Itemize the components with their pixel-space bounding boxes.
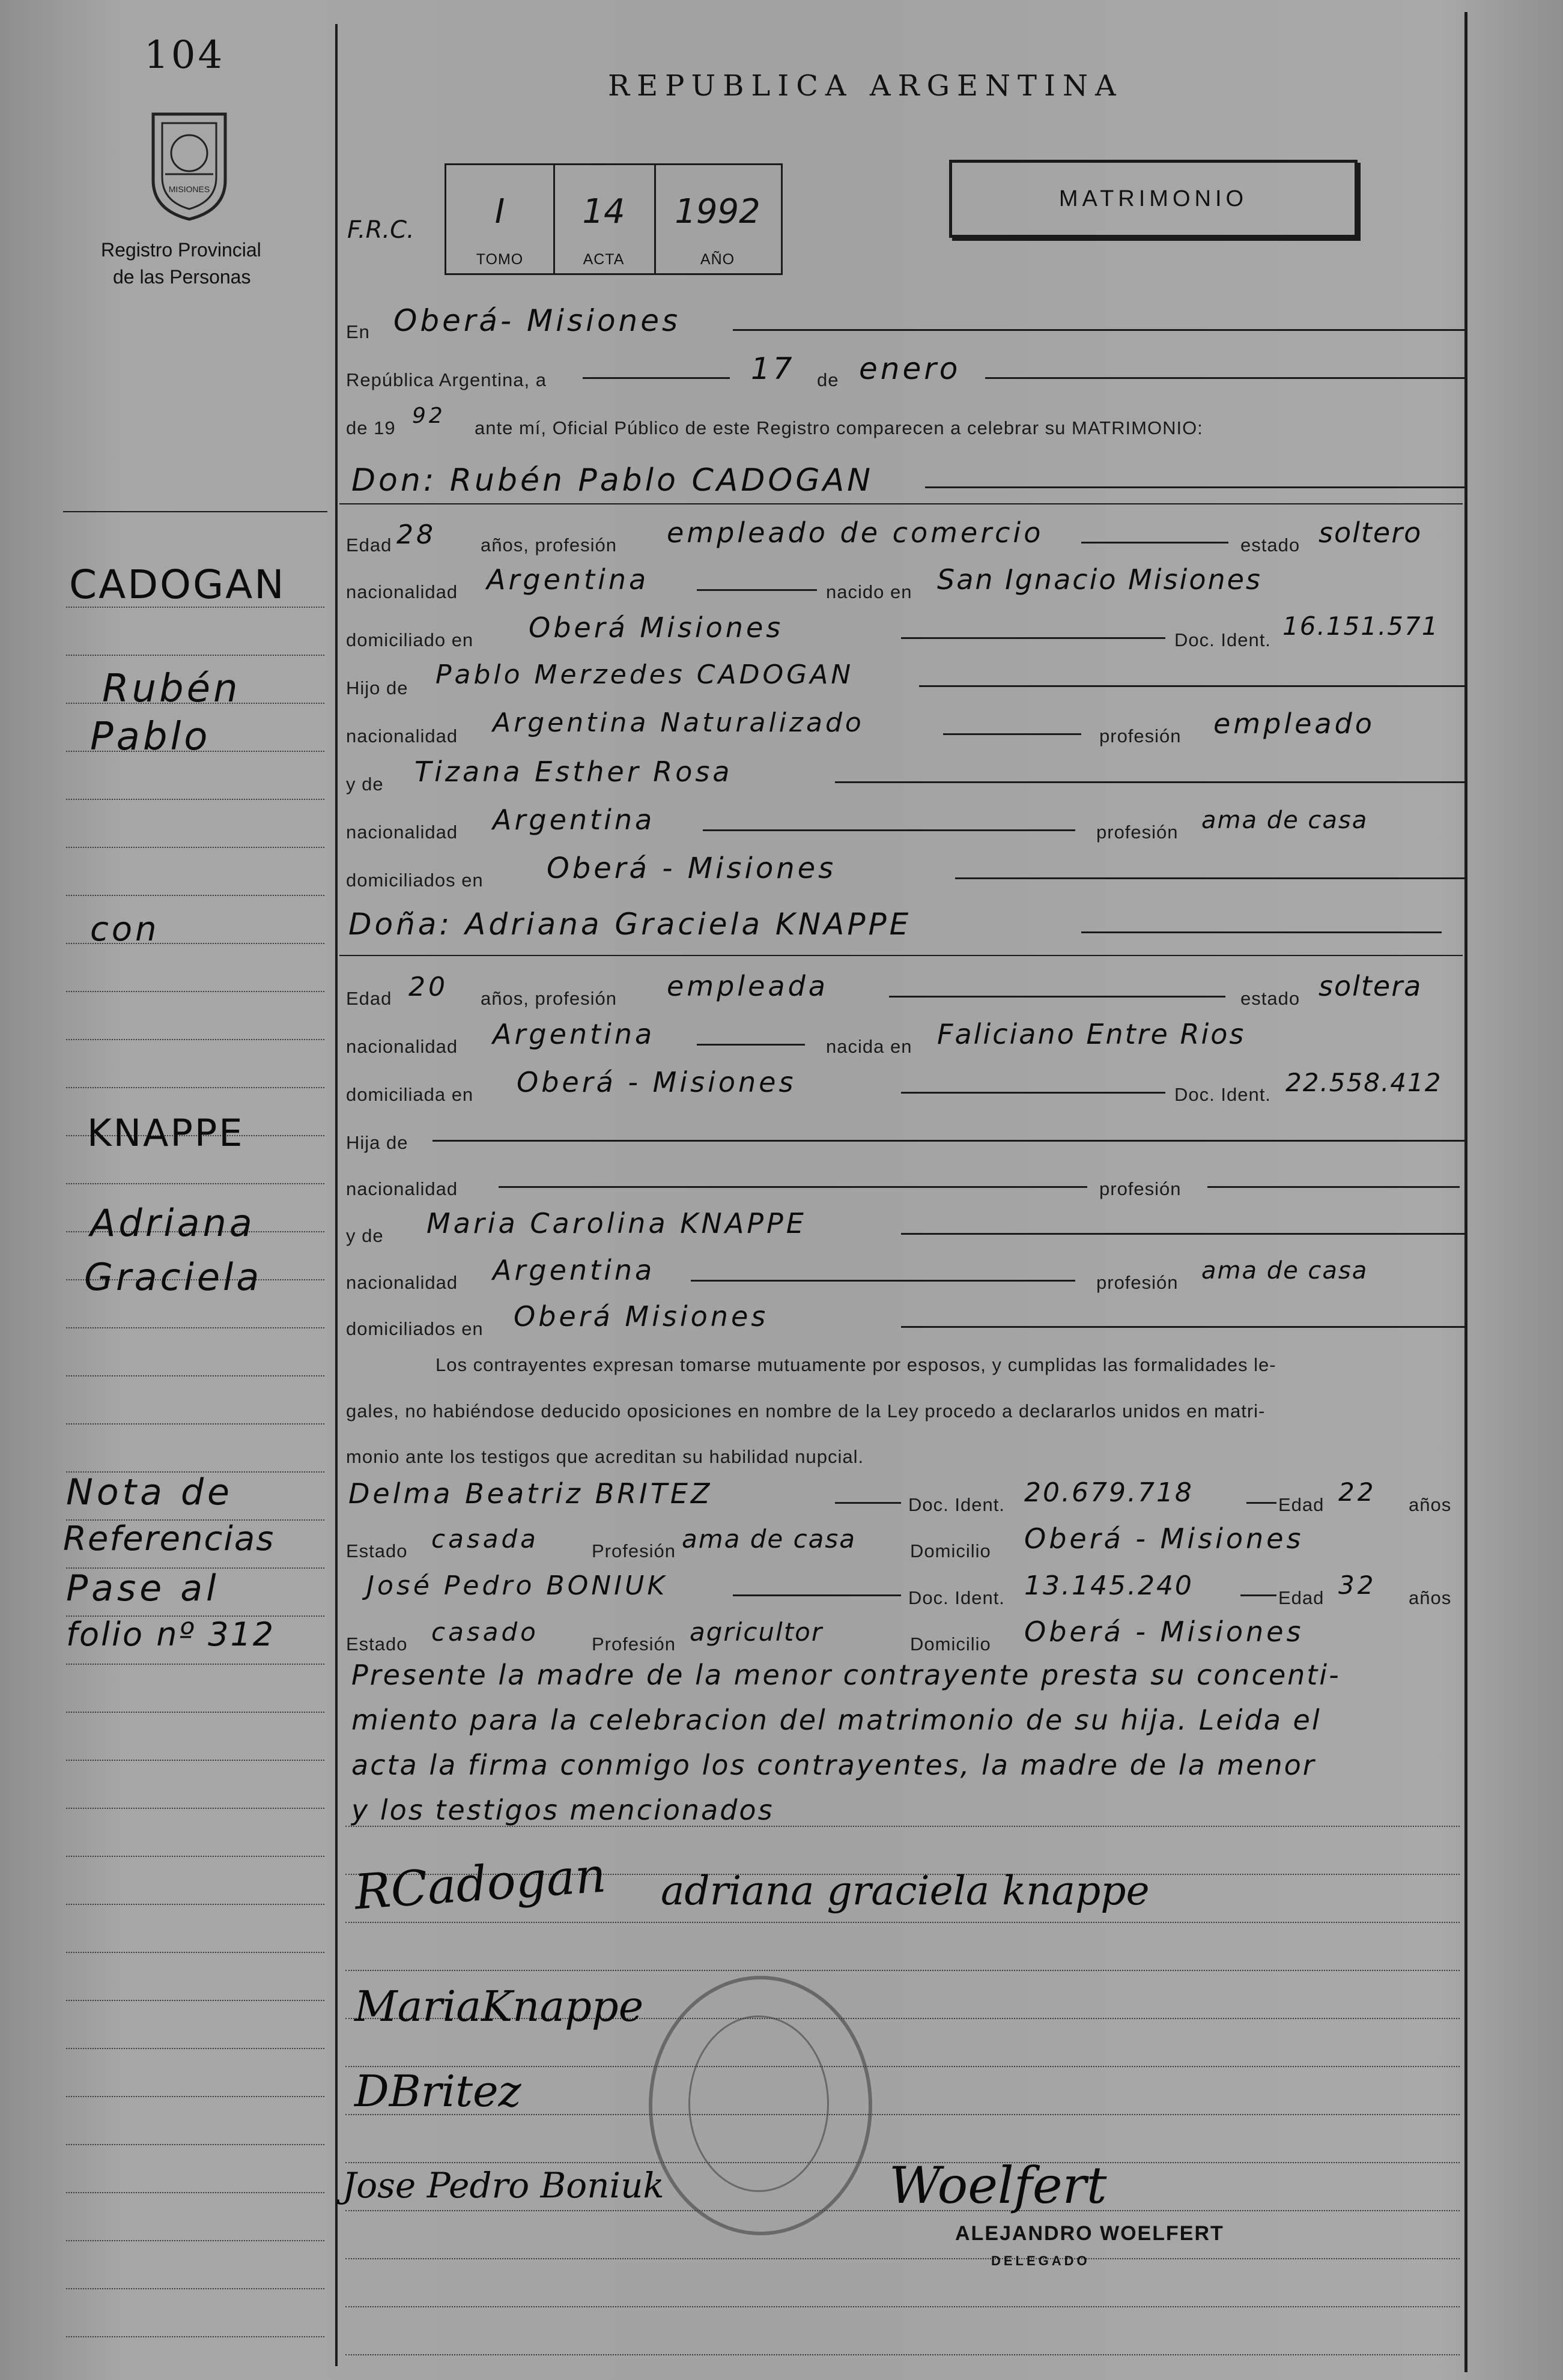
bride-madre-dom-line <box>901 1326 1466 1328</box>
month-fill-line <box>985 377 1466 379</box>
witness1-doc-label: Doc. Ident. <box>908 1494 1005 1515</box>
anio-value: 1992 <box>675 192 760 231</box>
witness1-edad-label: Edad <box>1278 1494 1325 1515</box>
year-prefix: de 19 <box>346 417 396 438</box>
bride-estado: soltera <box>1319 970 1422 1002</box>
witness2-estado: casado <box>431 1617 539 1647</box>
witness2-anos: años <box>1409 1587 1452 1608</box>
witness2-name-line <box>733 1594 901 1596</box>
tomo-value: I <box>494 192 505 231</box>
bride-madre-prof-label: profesión <box>1096 1272 1179 1293</box>
margin-ruled-line <box>66 1183 324 1184</box>
country-title: REPUBLICA ARGENTINA <box>608 69 1123 103</box>
witness2-dom-label: Domicilio <box>910 1634 991 1655</box>
witness2-edad-label: Edad <box>1278 1587 1325 1608</box>
witness2-doc-line <box>1240 1594 1276 1596</box>
margin-bride-given2: Graciela <box>84 1255 263 1299</box>
note-line1: Presente la madre de la menor contrayente presta su concenti- <box>351 1659 1341 1691</box>
margin-ruled-line <box>66 1808 324 1809</box>
bride-heading-rule <box>339 955 1463 956</box>
bride-madre: Maria Carolina KNAPPE <box>426 1207 807 1240</box>
groom-dom-line <box>901 637 1165 639</box>
bride-madre-prof: ama de casa <box>1201 1257 1368 1285</box>
frc-label: F.R.C. <box>347 216 414 244</box>
marriage-place: Oberá- Misiones <box>393 303 681 338</box>
witness2-doc-label: Doc. Ident. <box>908 1587 1005 1608</box>
margin-groom-surname: CADOGAN <box>69 562 286 608</box>
margin-ruled-line <box>66 991 324 992</box>
groom-estado: soltero <box>1319 516 1422 549</box>
place-fill-line <box>733 329 1466 331</box>
bride-nacida-label: nacida en <box>826 1036 912 1057</box>
bride-heading: Doña: Adriana Graciela KNAPPE <box>348 907 912 942</box>
bride-nacida-en: Faliciano Entre Rios <box>937 1018 1246 1050</box>
margin-ruled-line <box>66 2240 324 2241</box>
bride-madre-dom: Oberá Misiones <box>514 1300 769 1333</box>
witness1-prof-label: Profesión <box>592 1540 676 1561</box>
signature-ruled-line <box>345 2306 1460 2307</box>
margin-ruled-line <box>66 2336 324 2337</box>
signature-ruled-line <box>345 1970 1460 1971</box>
bride-madre-dom-label: domiciliados en <box>346 1318 484 1339</box>
bride-madre-line <box>901 1233 1466 1235</box>
groom-madre-prof-label: profesión <box>1096 822 1179 843</box>
witness1-profesion: ama de casa <box>682 1524 857 1554</box>
margin-note1: Nota de <box>66 1471 233 1513</box>
bride-hija-line <box>432 1140 1466 1142</box>
margin-bride-given1: Adriana <box>90 1201 255 1245</box>
tomo-cell <box>446 165 555 273</box>
marriage-year: 92 <box>412 404 446 428</box>
margin-note2: Referencias <box>63 1519 275 1558</box>
groom-madre-nac: Argentina <box>493 804 655 836</box>
margin-ruled-line <box>66 1087 324 1088</box>
en-label: En <box>346 321 370 342</box>
bride-dom-line <box>901 1092 1165 1094</box>
witness1-anos: años <box>1409 1494 1452 1515</box>
declaration-line3: monio ante los testigos que acreditan su habilidad nupcial. <box>346 1446 864 1467</box>
witness1-name: Delma Beatriz BRITEZ <box>348 1477 713 1510</box>
groom-padre-nac-label: nacionalidad <box>346 725 458 746</box>
margin-ruled-line <box>66 1327 324 1328</box>
margin-ruled-line <box>66 799 324 800</box>
groom-doc: 16.151.571 <box>1282 611 1439 641</box>
officer-name: ALEJANDRO WOELFERT <box>955 2222 1224 2245</box>
groom-padres-dom-label: domiciliados en <box>346 870 484 891</box>
groom-padre-prof: empleado <box>1213 707 1375 740</box>
note-line4: y los testigos mencionados <box>351 1794 774 1826</box>
groom-padre-line <box>919 685 1466 687</box>
margin-ruled-line <box>66 1664 324 1665</box>
bride-madre-label: y de <box>346 1225 384 1246</box>
groom-anos-prof-label: años, profesión <box>481 534 617 556</box>
groom-padre-nac: Argentina Naturalizado <box>493 707 864 738</box>
note-line2: miento para la celebracion del matrimonio de su hija. Leida el <box>351 1704 1322 1736</box>
margin-bride-surname: KNAPPE <box>87 1111 244 1155</box>
groom-padres-dom-line <box>955 877 1466 879</box>
bride-estado-label: estado <box>1240 988 1300 1009</box>
groom-madre: Tizana Esther Rosa <box>414 755 733 788</box>
anio-label: AÑO <box>700 251 735 268</box>
marriage-month: enero <box>859 351 961 386</box>
groom-nacido-label: nacido en <box>826 581 912 602</box>
bride-madre-nac-label: nacionalidad <box>346 1272 458 1293</box>
note-line3: acta la firma conmigo los contrayentes, la madre de la menor <box>351 1749 1316 1781</box>
groom-padre-prof-label: profesión <box>1099 725 1182 746</box>
ante-text: ante mí, Oficial Público de este Registro comparecen a celebrar su MATRIMONIO: <box>475 417 1203 438</box>
witness1-edad: 22 <box>1338 1477 1377 1507</box>
bride-hija-label: Hija de <box>346 1132 408 1153</box>
margin-ruled-line <box>66 2192 324 2193</box>
anio-cell <box>654 165 781 273</box>
bride-padre-nac-line <box>499 1186 1087 1188</box>
bride-doc-label: Doc. Ident. <box>1174 1084 1271 1105</box>
witness1-doc: 20.679.718 <box>1024 1477 1194 1508</box>
bride-nac-line <box>697 1044 805 1046</box>
officer-signature: Woelfert <box>889 2156 1107 2215</box>
official-stamp <box>649 1976 872 2235</box>
margin-ruled-line <box>66 655 324 656</box>
margin-ruled-line <box>66 847 324 848</box>
bride-domicilio: Oberá - Misiones <box>517 1066 797 1098</box>
groom-profesion-line <box>1081 542 1228 544</box>
witness1-doc-line <box>1246 1502 1276 1504</box>
bride-heading-line <box>1081 931 1442 933</box>
bride-nac-label: nacionalidad <box>346 1036 458 1057</box>
bride-profesion: empleada <box>667 970 828 1002</box>
bride-doc: 22.558.412 <box>1285 1068 1442 1097</box>
witness1-estado: casada <box>431 1524 539 1554</box>
groom-heading-line <box>925 486 1466 488</box>
groom-profesion: empleado de comercio <box>667 516 1044 549</box>
groom-padre-nac-line <box>943 733 1081 735</box>
groom-madre-nac-label: nacionalidad <box>346 822 458 843</box>
bride-nacionalidad: Argentina <box>493 1018 655 1050</box>
signature-ruled-line <box>345 2258 1460 2259</box>
margin-ruled-line <box>66 895 324 896</box>
margin-ruled-line <box>66 1712 324 1713</box>
acta-value: 14 <box>582 192 625 231</box>
frc-box <box>445 163 783 275</box>
groom-madre-line <box>835 781 1466 783</box>
left-column-rule <box>335 24 338 2366</box>
groom-padre: Pablo Merzedes CADOGAN <box>436 659 854 690</box>
groom-madre-label: y de <box>346 774 384 795</box>
de-label: de <box>817 369 839 390</box>
groom-dom-label: domiciliado en <box>346 629 474 650</box>
bride-edad-label: Edad <box>346 988 392 1009</box>
witness1-signature: DBritez <box>354 2066 521 2116</box>
witness1-dom-label: Domicilio <box>910 1540 991 1561</box>
record-type-box <box>949 160 1358 238</box>
witness2-domicilio: Oberá - Misiones <box>1024 1615 1304 1648</box>
margin-ruled-line <box>66 2144 324 2145</box>
margin-ruled-line <box>66 1039 324 1040</box>
margin-ruled-line <box>66 1856 324 1857</box>
groom-heading-rule <box>339 503 1463 504</box>
bride-madre-nac-line <box>691 1280 1075 1282</box>
right-margin-rule <box>1464 12 1467 2372</box>
registry-name-line1: Registro Provincial <box>101 239 261 261</box>
signature-ruled-line <box>345 1922 1460 1923</box>
groom-nac-label: nacionalidad <box>346 581 458 602</box>
marriage-day: 17 <box>751 351 795 386</box>
bride-anos-prof-label: años, profesión <box>481 988 617 1009</box>
groom-edad: 28 <box>396 519 436 550</box>
acta-label: ACTA <box>583 251 625 268</box>
witness1-estado-label: Estado <box>346 1540 408 1561</box>
witness2-edad: 32 <box>1338 1570 1377 1600</box>
tomo-label: TOMO <box>476 251 524 268</box>
margin-ruled-line <box>66 2096 324 2097</box>
registry-name-line2: de las Personas <box>113 266 251 288</box>
groom-heading: Don: Rubén Pablo CADOGAN <box>351 462 874 498</box>
margin-groom-given2: Pablo <box>90 715 211 759</box>
groom-signature: RCadogan <box>353 1847 608 1921</box>
groom-nacionalidad: Argentina <box>487 563 649 596</box>
bride-profesion-line <box>889 996 1225 998</box>
bride-padre-prof-line <box>1207 1186 1460 1188</box>
margin-ruled-line <box>66 1375 324 1376</box>
bride-padre-nac-label: nacionalidad <box>346 1178 458 1199</box>
groom-doc-label: Doc. Ident. <box>1174 629 1271 650</box>
seal-label: MISIONES <box>168 184 210 194</box>
bride-padre-prof-label: profesión <box>1099 1178 1182 1199</box>
witness1-domicilio: Oberá - Misiones <box>1024 1522 1304 1555</box>
bride-signature: adriana graciela knappe <box>661 1868 1150 1914</box>
witness2-signature: Jose Pedro Boniuk <box>342 2165 664 2206</box>
margin-ruled-line <box>66 1760 324 1761</box>
groom-domicilio: Oberá Misiones <box>529 611 784 644</box>
margin-note4: folio nº 312 <box>66 1615 276 1653</box>
signature-ruled-line <box>345 2354 1460 2355</box>
bride-madre-nac: Argentina <box>493 1254 655 1286</box>
declaration-line2: gales, no habiéndose deducido oposiciones en nombre de la Ley procedo a declararlos unidos en matri- <box>346 1400 1266 1422</box>
witness2-profesion: agricultor <box>690 1617 824 1647</box>
witness2-name: José Pedro BONIUK <box>366 1570 668 1601</box>
margin-top-rule <box>63 511 327 512</box>
groom-hijo-label: Hijo de <box>346 677 408 698</box>
margin-note3: Pase al <box>66 1567 220 1609</box>
margin-groom-given1: Rubén <box>102 667 241 711</box>
declaration-line1: Los contrayentes expresan tomarse mutuamente por esposos, y cumplidas las formalidades le- <box>436 1354 1276 1375</box>
officer-title: DELEGADO <box>991 2253 1090 2268</box>
witness1-name-line <box>835 1502 901 1504</box>
record-type: MATRIMONIO <box>1058 186 1248 211</box>
page-number: 104 <box>144 33 225 77</box>
margin-ruled-line <box>66 1423 324 1425</box>
provincial-seal-icon <box>141 102 237 222</box>
groom-madre-prof: ama de casa <box>1201 807 1368 834</box>
day-fill-line <box>583 377 730 379</box>
groom-madre-nac-line <box>703 829 1075 831</box>
margin-ruled-line <box>66 1952 324 1953</box>
margin-ruled-line <box>66 2048 324 2049</box>
groom-estado-label: estado <box>1240 534 1300 556</box>
bride-edad: 20 <box>408 972 448 1002</box>
bride-dom-label: domiciliada en <box>346 1084 474 1105</box>
groom-edad-label: Edad <box>346 534 392 556</box>
groom-padres-dom: Oberá - Misiones <box>547 852 837 885</box>
margin-ruled-line <box>66 2288 324 2289</box>
margin-con: con <box>90 910 160 949</box>
witness2-doc: 13.145.240 <box>1024 1570 1194 1601</box>
margin-ruled-line <box>66 2000 324 2001</box>
acta-cell <box>553 165 656 273</box>
mother-signature: MariaKnappe <box>354 1982 644 2031</box>
witness2-prof-label: Profesión <box>592 1634 676 1655</box>
witness2-estado-label: Estado <box>346 1634 408 1655</box>
groom-nac-line <box>697 589 817 591</box>
groom-nacido-en: San Ignacio Misiones <box>937 563 1262 596</box>
margin-ruled-line <box>66 1904 324 1905</box>
republica-label: República Argentina, a <box>346 369 547 390</box>
